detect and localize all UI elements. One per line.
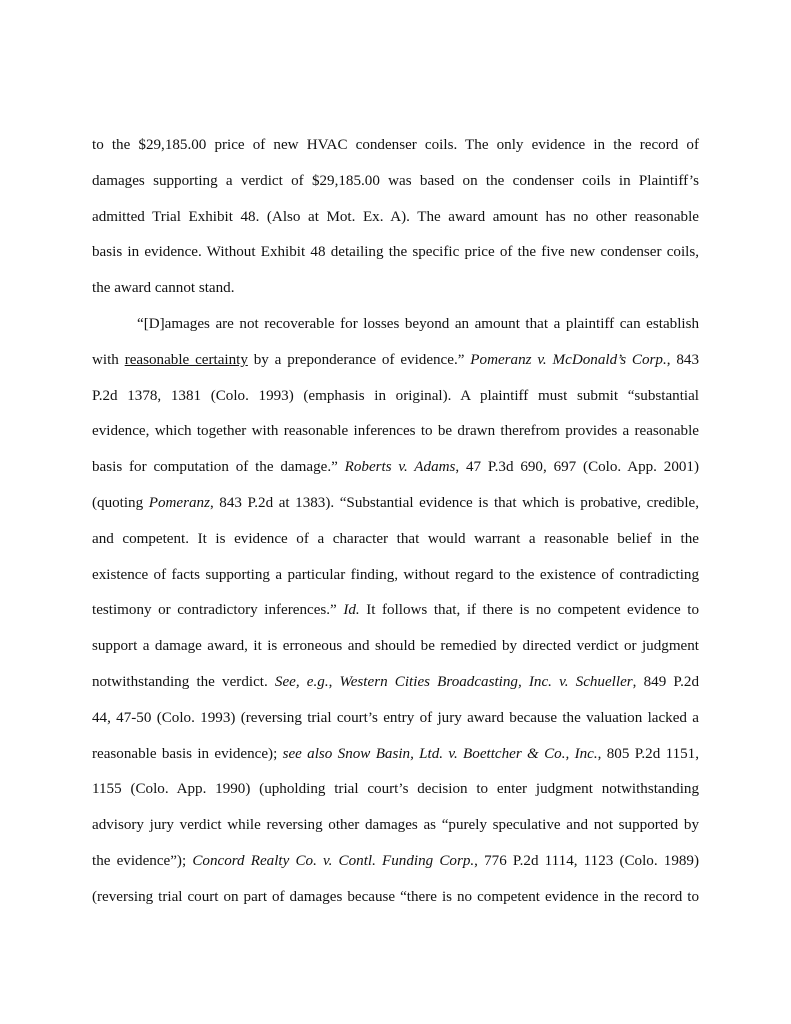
line-text: notwithstanding the verdict. [92, 673, 275, 690]
case-citation: Roberts v. Adams [344, 459, 456, 476]
line-text: the award cannot stand. [92, 280, 235, 297]
text-line [92, 558, 699, 594]
line-text: It follows that, if there is no competent evidence to [359, 602, 699, 619]
text-line [92, 450, 699, 486]
text-line [92, 343, 699, 379]
line-text: 44, 47-50 (Colo. 1993) (reversing trial court’s entry of jury award because the valuation lacked a [92, 709, 699, 726]
text-line [92, 665, 699, 701]
text-line [92, 164, 699, 200]
text-line [92, 200, 699, 236]
case-citation: Id. [343, 602, 360, 619]
line-text: basis in evidence. Without Exhibit 48 detailing the specific price of the five new condenser coils, [92, 244, 699, 261]
line-text: to the $29,185.00 price of new HVAC condenser coils. The only evidence in the record of [92, 137, 699, 153]
line-text: reasonable basis in evidence); [92, 745, 283, 762]
text-line [92, 772, 699, 808]
line-text: and competent. It is evidence of a character that would warrant a reasonable belief in the [92, 530, 699, 547]
text-line [92, 880, 699, 916]
text-line [92, 737, 699, 773]
line-text: , 849 P.2d [632, 673, 699, 690]
text-line [92, 844, 699, 880]
text-line [92, 522, 699, 558]
text-line [92, 379, 699, 415]
case-citation: Pomeranz v. McDonald’s Corp. [470, 351, 667, 368]
line-text: advisory jury verdict while reversing other damages as “purely speculative and not supported by [92, 817, 699, 834]
line-text: by a preponderance of evidence.” [247, 351, 471, 368]
case-citation: Pomeranz [148, 494, 210, 511]
line-text: , 776 P.2d 1114, 1123 (Colo. 1989) [474, 852, 700, 869]
text-line [92, 629, 699, 665]
text-line [92, 486, 699, 522]
line-text: evidence, which together with reasonable inferences to be drawn therefrom provides a reasonable [92, 423, 699, 440]
case-citation: Concord Realty Co. v. Contl. Funding Corp. [192, 852, 475, 869]
signal-phrase: See, e.g. [274, 673, 329, 690]
text-line [92, 128, 699, 164]
line-text: support a damage award, it is erroneous and should be remedied by directed verdict or judgment [92, 638, 699, 655]
line-text: with [92, 351, 125, 368]
text-line [92, 414, 699, 450]
text-line [92, 235, 699, 271]
line-text: admitted Trial Exhibit 48. (Also at Mot. Ex. A). The award amount has no other reasonable [92, 208, 699, 225]
text-line [92, 701, 699, 737]
underlined-phrase: reasonable certainty [124, 351, 248, 368]
case-citation: Western Cities Broadcasting, Inc. v. Schueller [339, 673, 633, 690]
line-text: , 843 [666, 351, 699, 368]
line-text: (quoting [92, 494, 149, 511]
line-text: basis for computation of the damage.” [92, 459, 345, 476]
text-line [92, 808, 699, 844]
line-text: 1155 (Colo. App. 1990) (upholding trial court’s decision to enter judgment notwithstanding [92, 781, 699, 798]
text-line-paragraph-end [92, 271, 699, 307]
text-line [92, 593, 699, 629]
text-line-paragraph-start [92, 307, 699, 343]
line-text: the evidence”); [92, 852, 193, 869]
line-text: testimony or contradictory inferences.” [92, 602, 344, 619]
line-text: “[D]amages are not recoverable for losses beyond an amount that a plaintiff can establish [137, 315, 699, 332]
line-text: , [328, 673, 340, 690]
line-text: existence of facts supporting a particular finding, without regard to the existence of contradicting [92, 566, 699, 583]
line-text: (reversing trial court on part of damages because “there is no competent evidence in the record to [92, 888, 699, 905]
line-text: , 805 P.2d 1151, [597, 745, 699, 762]
line-text: P.2d 1378, 1381 (Colo. 1993) (emphasis in original). A plaintiff must submit “substantial [92, 387, 699, 404]
line-text: , 843 P.2d at 1383). “Substantial evidence is that which is probative, credible, [209, 494, 699, 511]
case-citation: see also Snow Basin, Ltd. v. Boettcher & Co., Inc. [282, 745, 598, 762]
line-text: damages supporting a verdict of $29,185.00 was based on the condenser coils in Plaintiff’s [92, 172, 699, 189]
document-page [92, 128, 699, 916]
line-text: , 47 P.3d 690, 697 (Colo. App. 2001) [455, 459, 699, 476]
